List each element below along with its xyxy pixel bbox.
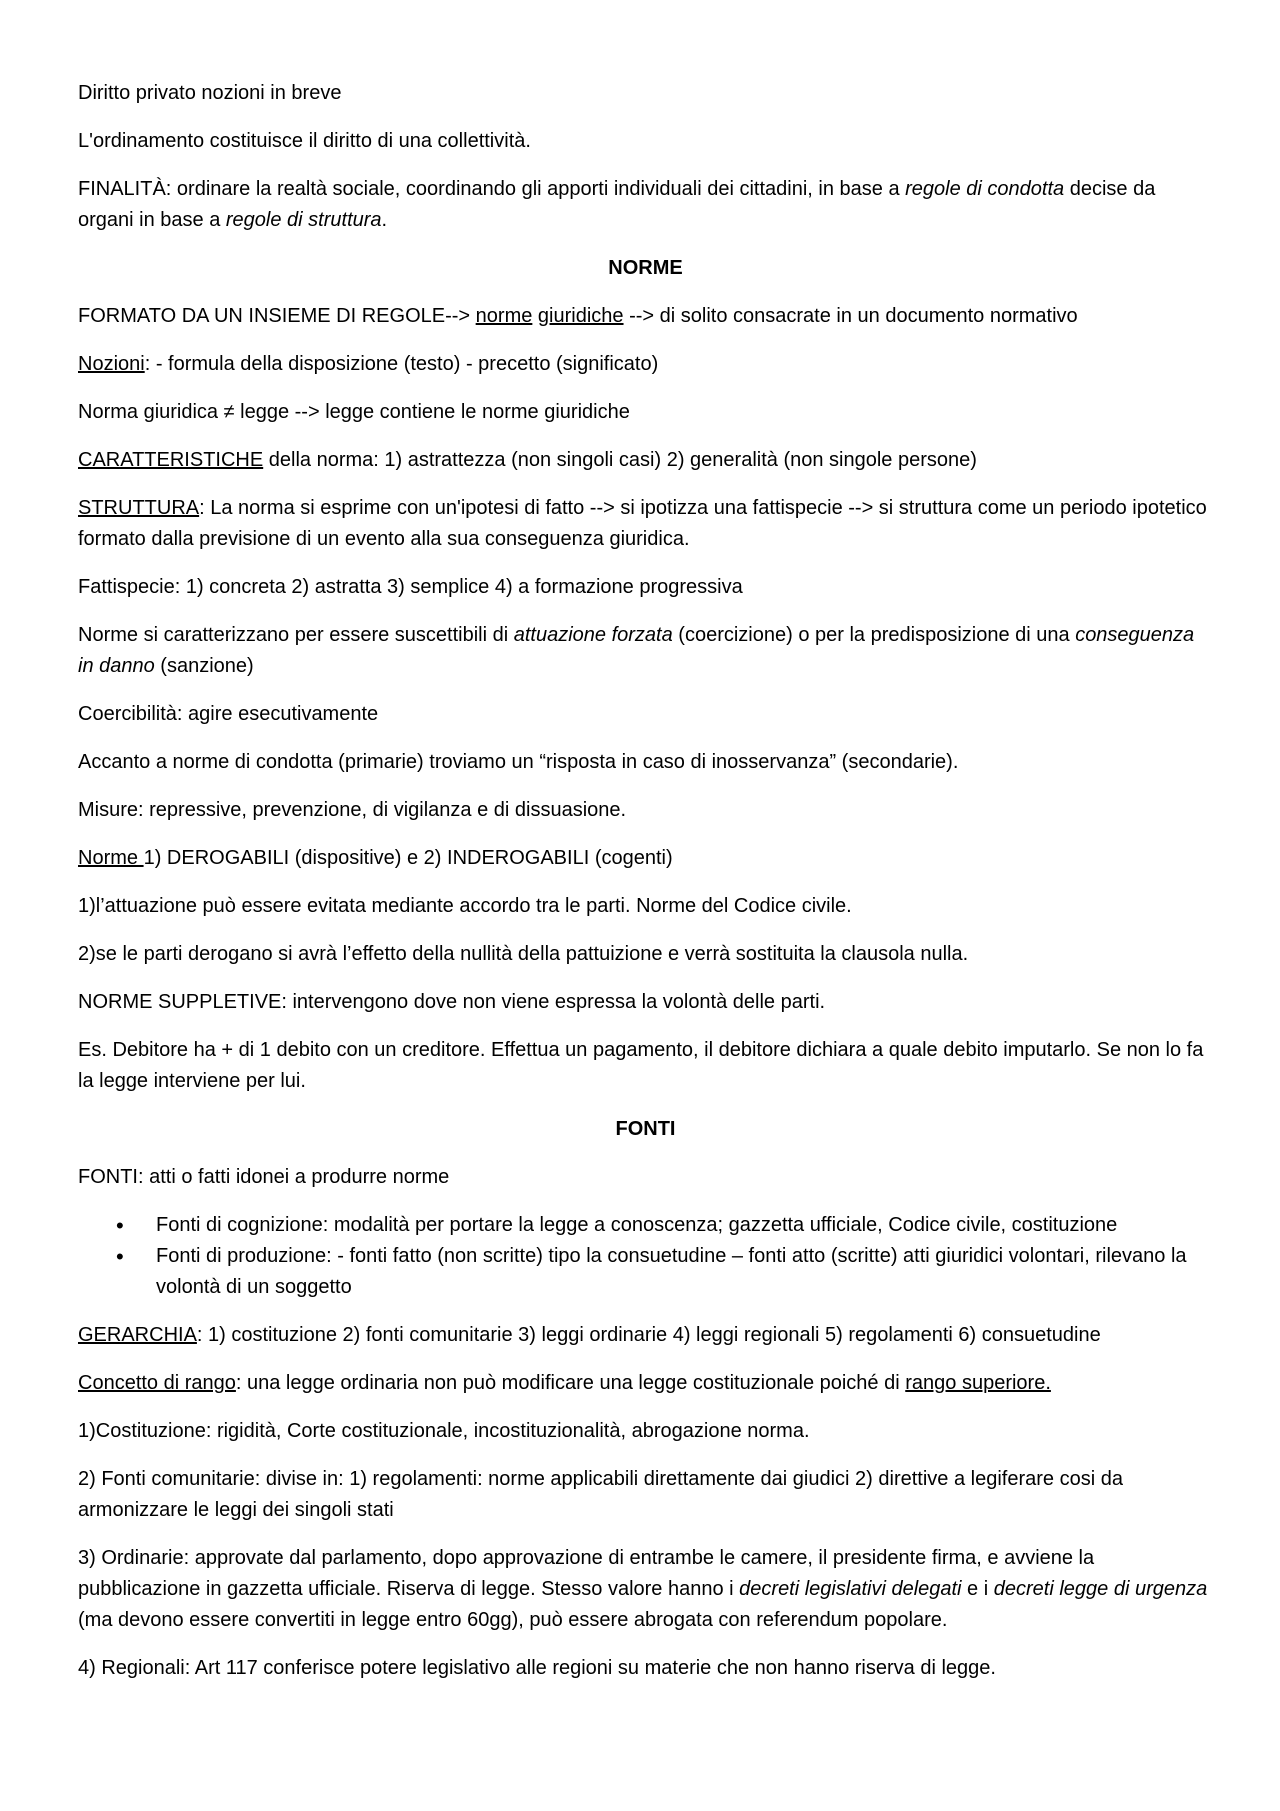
text-run: 3) Ordinarie: approvate dal parlamento, dopo approvazione di entrambe le camere, il presidente firma, e avviene la pubblicazione in gazzetta ufficiale. Riserva di legge. Stesso valore hanno i (78, 1547, 1095, 1600)
text-run: FINALITÀ: ordinare la realtà sociale, coordinando gli apporti individuali dei cittadini, in base a (78, 178, 906, 200)
underlined-run: Norme (78, 847, 144, 869)
text-run: della norma: 1) astrattezza (non singoli casi) 2) generalità (non singole persone) (263, 449, 977, 471)
underlined-run: Nozioni (78, 353, 145, 375)
document-body (78, 78, 1213, 1701)
paragraph-fonti-def: FONTI: atti o fatti idonei a produrre norme (78, 1166, 450, 1188)
underlined-run: GERARCHIA (78, 1324, 197, 1346)
text-run: (coercizione) o per la predisposizione di una (672, 624, 1076, 646)
paragraph-ordinamento: L'ordinamento costituisce il diritto di una collettività. (78, 130, 531, 152)
italic-run: regole di condotta (905, 178, 1065, 200)
paragraph-esempio: Es. Debitore ha + di 1 debito con un creditore. Effettua un pagamento, il debitore dichiara a quale debito imputarlo. Se non lo fa la legge interviene per lui. (78, 1039, 1204, 1092)
text-run: FORMATO DA UN INSIEME DI REGOLE--> (78, 305, 476, 327)
paragraph-costituzione: 1)Costituzione: rigidità, Corte costituzionale, incostituzionalità, abrogazione norma. (78, 1420, 810, 1442)
text-run: 1) DEROGABILI (dispositive) e 2) INDEROGABILI (cogenti) (143, 847, 673, 869)
paragraph-fattispecie: Fattispecie: 1) concreta 2) astratta 3) semplice 4) a formazione progressiva (78, 576, 743, 598)
text-run: (ma devono essere convertiti in legge entro 60gg), può essere abrogata con referendum popolare. (78, 1609, 948, 1631)
italic-run: regole di struttura (225, 209, 382, 231)
paragraph-formato (78, 301, 1213, 332)
paragraph-caratteristiche (78, 445, 1213, 476)
text-run: : La norma si esprime con un'ipotesi di fatto --> si ipotizza una fattispecie --> si struttura come un periodo ipotetico formato dalla previsione di un evento alla sua conseguenza giuridica. (78, 497, 1207, 550)
paragraph-suppletive: NORME SUPPLETIVE: intervengono dove non viene espressa la volontà delle parti. (78, 991, 826, 1013)
text-run: : una legge ordinaria non può modificare una legge costituzionale poiché di (235, 1372, 906, 1394)
document-title: Diritto privato nozioni in breve (78, 82, 342, 104)
underlined-run: norme (475, 305, 533, 327)
italic-run: decreti legislativi delegati (739, 1578, 962, 1600)
underlined-run: giuridiche (537, 305, 624, 327)
paragraph-rango (78, 1368, 1213, 1399)
paragraph-regionali: 4) Regionali: Art 117 conferisce potere legislativo alle regioni su materie che non hanno riserva di legge. (78, 1657, 996, 1679)
list-item: • Fonti di produzione: - fonti fatto (non scritte) tipo la consuetudine – fonti atto (scritte) atti giuridici volontari, rilevano la volontà di un soggetto (156, 1241, 1213, 1303)
text-run: --> di solito consacrate in un documento normativo (623, 305, 1078, 327)
list-item: • Fonti di cognizione: modalità per portare la legge a conoscenza; gazzetta ufficiale, Codice civile, costituzione (156, 1210, 1213, 1241)
text-run: : 1) costituzione 2) fonti comunitarie 3) leggi ordinarie 4) leggi regionali 5) regolamenti 6) consuetudine (196, 1324, 1101, 1346)
text-run: : - formula della disposizione (testo) - precetto (significato) (144, 353, 659, 375)
paragraph-struttura (78, 493, 1213, 555)
paragraph-coercibilita: Coercibilità: agire esecutivamente (78, 703, 379, 725)
paragraph-norme-caratterizzano (78, 620, 1213, 682)
paragraph-gerarchia (78, 1320, 1213, 1351)
text-run: e i (961, 1578, 994, 1600)
italic-run: attuazione forzata (513, 624, 673, 646)
paragraph-inderogabili-2: 2)se le parti derogano si avrà l’effetto della nullità della pattuizione e verrà sostituita la clausola nulla. (78, 943, 969, 965)
paragraph-norme-derogabili (78, 843, 1213, 874)
paragraph-derogabili-1: 1)l’attuazione può essere evitata mediante accordo tra le parti. Norme del Codice civile. (78, 895, 852, 917)
italic-run: conseguenza in danno (78, 624, 1195, 677)
heading-norme: NORME (608, 257, 683, 279)
paragraph-accanto: Accanto a norme di condotta (primarie) troviamo un “risposta in caso di inosservanza” (secondarie). (78, 751, 959, 773)
underlined-run: rango superiore. (905, 1372, 1051, 1394)
paragraph-finalita (78, 174, 1213, 236)
text-run: (sanzione) (154, 655, 254, 677)
fonti-list (78, 1210, 1213, 1303)
italic-run: decreti legge di urgenza (993, 1578, 1208, 1600)
paragraph-norma-giuridica: Norma giuridica ≠ legge --> legge contiene le norme giuridiche (78, 401, 630, 423)
heading-fonti: FONTI (615, 1118, 676, 1140)
paragraph-ordinarie (78, 1543, 1213, 1636)
underlined-run: CARATTERISTICHE (78, 449, 264, 471)
text-run: decise da organi in base a (78, 178, 1156, 231)
paragraph-misure: Misure: repressive, prevenzione, di vigilanza e di dissuasione. (78, 799, 627, 821)
text-run: . (381, 209, 388, 231)
underlined-run: STRUTTURA (78, 497, 200, 519)
paragraph-comunitarie: 2) Fonti comunitarie: divise in: 1) regolamenti: norme applicabili direttamente dai giudici 2) direttive a legiferare cosi da armonizzare le leggi dei singoli stati (78, 1468, 1123, 1521)
paragraph-nozioni (78, 349, 1213, 380)
underlined-run: Concetto di rango (78, 1372, 236, 1394)
text-run: Norme si caratterizzano per essere suscettibili di (78, 624, 514, 646)
